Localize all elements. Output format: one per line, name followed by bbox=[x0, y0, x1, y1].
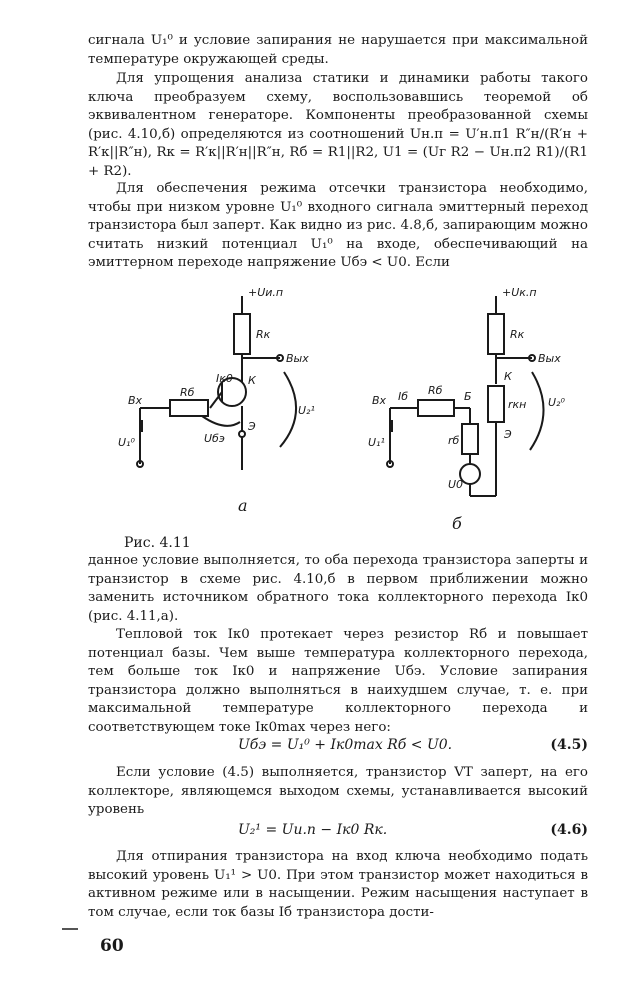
a-label-rk: Rк bbox=[256, 328, 271, 341]
paragraph-3: Для обеспечения режима отсечки транзистора необходимо, чтобы при низком уровне U₁⁰ входного сигнала эмиттерный переход транзистора был заперт. Как видно из рис. 4.8,б, запирающим можно считать низкий потенциал U₁⁰ на входе, обеспечивающий на эмиттерном переходе напряжение Uбэ < U0. Если bbox=[88, 181, 588, 271]
b-label-k: К bbox=[504, 370, 512, 383]
a-label-u2: U₂¹ bbox=[298, 404, 315, 417]
a-label-ube: Uбэ bbox=[204, 432, 225, 445]
a-label-u1: U₁⁰ bbox=[118, 436, 135, 449]
a-label-ik0: Iк0 bbox=[216, 372, 233, 385]
a-resistor-rk bbox=[234, 314, 250, 354]
a-emitter-terminal bbox=[239, 431, 245, 437]
b-label-rk: Rк bbox=[510, 328, 525, 341]
a-resistor-rb bbox=[170, 400, 208, 416]
b-resistor-rkn bbox=[488, 386, 504, 422]
paragraph-2: Для упрощения анализа статики и динамики работы такого ключа преобразуем схему, воспользовавшись теоремой об эквивалентном генераторе. Компоненты преобразованной схемы (рис. 4.10,б) определяются из соотношений Uн.п = U′н.п1 R″н/(R′н + R′к||R″н), Rк = R′к||R′н||R″н, Rб = R1||R2, U1 = (Uг R2 − Uн.п2 R1)/(R1 + R2). bbox=[88, 71, 588, 179]
b-label-rb2: rб bbox=[448, 434, 460, 447]
paragraph-5: Тепловой ток Iк0 протекает через резистор Rб и повышает потенциал базы. Чем выше температура коллекторного перехода, тем больше ток Iк0 и напряжение Uбэ. Условие запирания транзистора должно выполняться в наихудшем случае, т. е. при максимальной температуре коллекторного перехода и соответствующем токе Iк0max через него: bbox=[88, 627, 588, 735]
formula-4-6-expr: U₂¹ = Uи.п − Iк0 Rк. bbox=[238, 822, 388, 838]
b-label-u1: U₁¹ bbox=[368, 436, 385, 449]
b-label-out: Вых bbox=[538, 352, 561, 365]
a-u2-arc bbox=[280, 372, 296, 447]
paragraph-4: данное условие выполняется, то оба перехода транзистора заперты и транзистор в схеме рис. 4.10,б в первом приближении можно заменить источником обратного тока коллекторного перехода Iк0 (рис. 4.11,а). bbox=[88, 553, 588, 624]
b-resistor-rk bbox=[488, 314, 504, 354]
b-label-u0: U0 bbox=[448, 478, 464, 491]
formula-4-5-number: (4.5) bbox=[550, 737, 588, 753]
a-label-supply: +Uи.п bbox=[248, 286, 284, 299]
paragraph-1: сигнала U₁⁰ и условие запирания не нарушается при максимальной температуре окружающей среды. bbox=[88, 33, 588, 67]
paragraph-7: Для отпирания транзистора на вход ключа необходимо подать высокий уровень U₁¹ > U0. При этом транзистор может находиться в активном режиме или в насыщении. Режим насыщения наступает в том случае, если ток базы Iб транзистора дости- bbox=[88, 849, 588, 920]
figure-sub-b: б bbox=[452, 514, 462, 533]
margin-mark bbox=[62, 928, 78, 930]
b-label-e: Э bbox=[504, 428, 512, 441]
formula-4-6-number: (4.6) bbox=[550, 822, 588, 838]
formula-4-5 bbox=[88, 737, 588, 757]
a-ube-arc bbox=[202, 416, 240, 426]
formula-4-6 bbox=[88, 822, 588, 842]
a-label-rb: Rб bbox=[180, 386, 195, 399]
page-number: 60 bbox=[100, 936, 124, 956]
figure-sub-a: а bbox=[238, 496, 248, 515]
a-label-in: Вх bbox=[128, 394, 143, 407]
b-label-rkn: rкн bbox=[508, 398, 527, 411]
b-label-ib: Iб bbox=[398, 390, 409, 403]
figure-caption: Рис. 4.11 bbox=[124, 535, 191, 551]
b-label-u2: U₂⁰ bbox=[548, 396, 565, 409]
b-u2-arc bbox=[530, 372, 544, 450]
b-label-supply: +Uк.п bbox=[502, 286, 537, 299]
figure-4-11 bbox=[100, 282, 565, 522]
a-label-e: Э bbox=[248, 420, 256, 433]
formula-4-5-expr: Uбэ = U₁⁰ + Iк0max Rб < U0. bbox=[238, 737, 453, 753]
b-label-rb: Rб bbox=[428, 384, 443, 397]
a-label-k: К bbox=[248, 374, 256, 387]
b-label-in: Вх bbox=[372, 394, 387, 407]
b-resistor-rb bbox=[418, 400, 454, 416]
b-resistor-rb2 bbox=[462, 424, 478, 454]
b-label-b: Б bbox=[464, 390, 472, 403]
paragraph-6: Если условие (4.5) выполняется, транзистор VT заперт, на его коллекторе, являющемся выходом схемы, устанавливается высокий уровень bbox=[88, 765, 588, 818]
a-label-out: Вых bbox=[286, 352, 309, 365]
